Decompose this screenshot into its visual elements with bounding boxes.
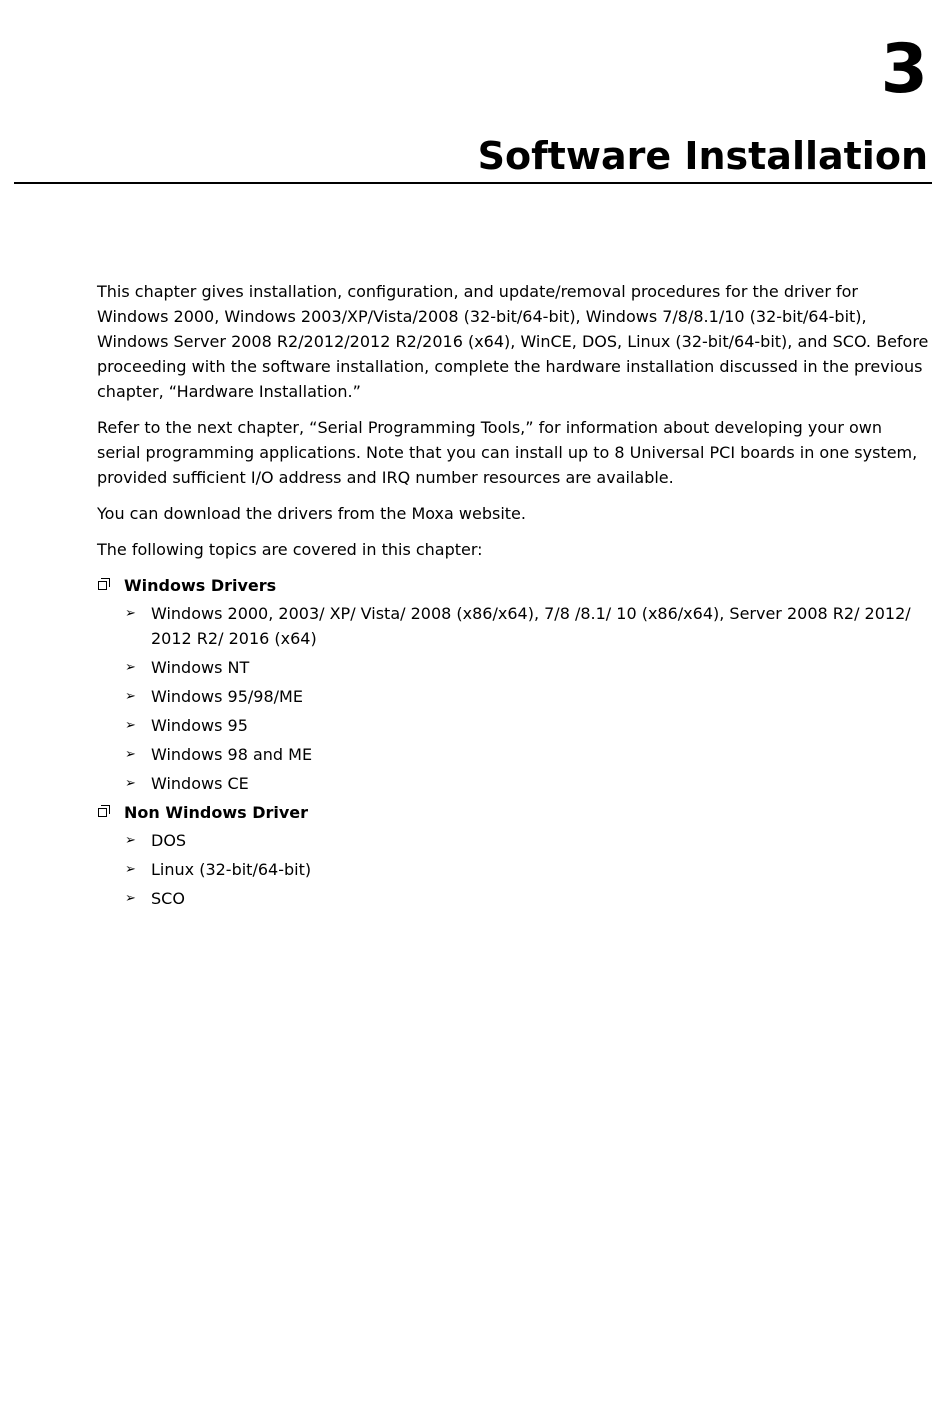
arrow-bullet-icon: ➢ [125,833,136,848]
topic-label: Windows Drivers [124,576,277,595]
subtopic-label: DOS [151,831,187,850]
list-item [97,886,930,911]
title-rule [14,182,932,184]
chapter-number: 3 [880,30,928,109]
subtopic-list [97,601,930,796]
topics-list [97,573,930,911]
chapter-body [97,279,930,915]
list-item [97,771,930,796]
checkbox-icon [98,581,107,590]
topic-windows-drivers [97,573,930,796]
list-item [97,713,930,738]
chapter-title: Software Installation [477,134,928,178]
list-item [97,742,930,767]
arrow-bullet-icon: ➢ [125,891,136,906]
topics-intro-paragraph: The following topics are covered in this chapter: [97,540,483,559]
subtopic-label: Windows CE [151,774,249,793]
arrow-bullet-icon: ➢ [125,776,136,791]
arrow-bullet-icon: ➢ [125,689,136,704]
subtopic-label: Linux (32-bit/64-bit) [151,860,312,879]
list-item [97,857,930,882]
list-item [97,684,930,709]
subtopic-list [97,828,930,911]
arrow-bullet-icon: ➢ [125,660,136,675]
subtopic-label: Windows NT [151,658,250,677]
subtopic-label: Windows 2000, 2003/ XP/ Vista/ 2008 (x86/x64), 7/8 /8.1/ 10 (x86/x64), Server 2008 R2/ 2012/ 2012 R2/ 2016 (x64) [151,604,911,648]
topic-heading [97,800,930,825]
list-item [97,601,930,651]
reference-paragraph: Refer to the next chapter, “Serial Programming Tools,” for information about developing your own serial programming applications. Note that you can install up to 8 Universal PCI boards in one system, provided sufficient I/O address and IRQ number resources are available. [97,418,918,487]
arrow-bullet-icon: ➢ [125,862,136,877]
checkbox-icon [98,808,107,817]
topic-label: Non Windows Driver [124,803,309,822]
intro-paragraph: This chapter gives installation, configuration, and update/removal procedures for the driver for Windows 2000, Windows 2003/XP/Vista/2008 (32-bit/64-bit), Windows 7/8/8.1/10 (32-bit/64-bit), Windows Server 2008 R2/2012/2012 R2/2016 (x64), WinCE, DOS, Linux (32-bit/64-bit), and SCO. Before proceeding with the software installation, complete the hardware installation discussed in the previous chapter, “Hardware Installation.” [97,282,929,401]
download-paragraph: You can download the drivers from the Moxa website. [97,504,526,523]
subtopic-label: Windows 95 [151,716,248,735]
arrow-bullet-icon: ➢ [125,747,136,762]
subtopic-label: Windows 98 and ME [151,745,313,764]
list-item [97,655,930,680]
arrow-bullet-icon: ➢ [125,606,136,621]
topic-non-windows-driver [97,800,930,911]
subtopic-label: SCO [151,889,185,908]
list-item [97,828,930,853]
subtopic-label: Windows 95/98/ME [151,687,303,706]
arrow-bullet-icon: ➢ [125,718,136,733]
topic-heading [97,573,930,598]
